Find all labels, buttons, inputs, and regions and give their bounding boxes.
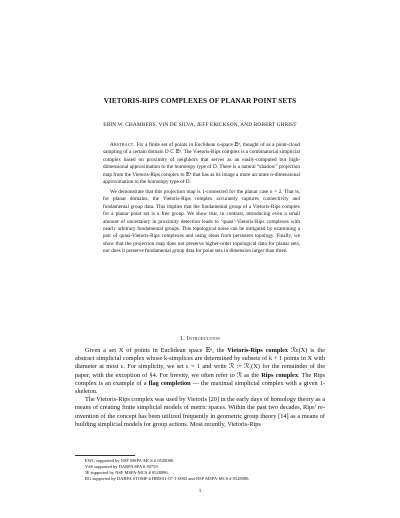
footnote: JE supported by NSF MSPA-MCS # 0528086. xyxy=(85,469,169,475)
paper-title: VIETORIS-RIPS COMPLEXES OF PLANAR POINT SETS xyxy=(103,97,297,105)
abstract-text-1: Fix a finite set of points in Euclidean n-space 𝔼ⁿ, thought of as a point-cloud sampling of a certain domain D ⊂ 𝔼ⁿ. The Vietoris-Rips complex is a combinatorial simplicial complex based on proximity of neighbors that serves as an easily-computed but high-dimensional approximation to the homotopy type of D. There is a natural “shadow” projection map from the Vietoris-Rips complex to 𝔼ⁿ that has as its image a more accurate n-dimensional approximation to the homotopy type of D. xyxy=(103,142,301,186)
author-list: ERIN W. CHAMBERS, VIN DE SILVA, JEFF ERICKSON, AND ROBERT GHRIST xyxy=(103,122,297,128)
term-rips-complex: Rips complex xyxy=(261,371,298,379)
abstract-paragraph-2: We demonstrate that this projection map is 1-connected for the planar case n = 2. That is, for planar domains, the Vietoris-Rips complex accurately captures connectivity and fundamental group data. This implies that the fundamental group of a Vietoris-Rips complex for a planar point set is a free group. We show that, in contrast, introducing even a small amount of uncertainty in proximity detection leads to ‘quasi’-Vietoris-Rips complexes with nearly arbitrary fundamental groups. This topological noise can be mitigated by examining a pair of quasi-Vietoris-Rips complexes and using ideas from persistent topology. Finally, we show that the projection map does not preserve higher-order topological data for planar sets, nor does it preserve fundamental group data for point sets in dimension larger than three. xyxy=(103,188,300,255)
body-text-run: — the maximal simplicial complex with a given 1-skeleton. xyxy=(75,379,326,396)
term-flag-completion: flag completion xyxy=(148,379,191,387)
page-number: 1 xyxy=(198,488,202,494)
abstract xyxy=(103,142,300,256)
term-vietoris-rips-complex: Vietoris-Rips complex xyxy=(227,347,289,354)
body-text xyxy=(75,347,325,429)
section-heading: 1. Introduction xyxy=(179,335,221,342)
footnote: RG supported by DARPA STOMP # HR0011-07-1-0002 and NSF MSPA-MCS # 0528086. xyxy=(85,475,250,481)
body-text-run: . The Rips complex is an example of a xyxy=(75,371,325,387)
body-paragraph-2: The Vietoris-Rips complex was used by Vietoris [20] in the early days of homology theory as a means of creating finite simplicial models of metric spaces. Within the past two decades, Rips’ re-invention of the concept has been utilized frequently in geometric group theory [14] as a means of building simplicial models for group actions. Most recently, Vietoris-Rips xyxy=(75,396,325,428)
abstract-heading: Abstract. xyxy=(110,142,135,148)
body-text-run: Given a set X of points in Euclidean space 𝔼ⁿ, the xyxy=(85,347,228,354)
footnote-rule xyxy=(75,455,135,456)
body-paragraph-1 xyxy=(75,347,325,396)
abstract-paragraph-1 xyxy=(103,142,300,187)
footnote: VdS supported by DARPA SPA # 30759. xyxy=(85,463,159,469)
footnotes xyxy=(75,458,325,482)
body-text-run: ℛε(X) is the abstract simplicial complex whose k-simplices are determined by subsets of k + 1 points in X with diameter at most ε. For simplicity, we set ε = 1 and write ℛ := ℛ₁(X) for the remainder of the paper, with the exception of §4. For brevity, we often refer to ℛ as the xyxy=(75,347,326,379)
footnote: EWC supported by NSF MSPA-MCS # 0528086. xyxy=(85,458,175,463)
